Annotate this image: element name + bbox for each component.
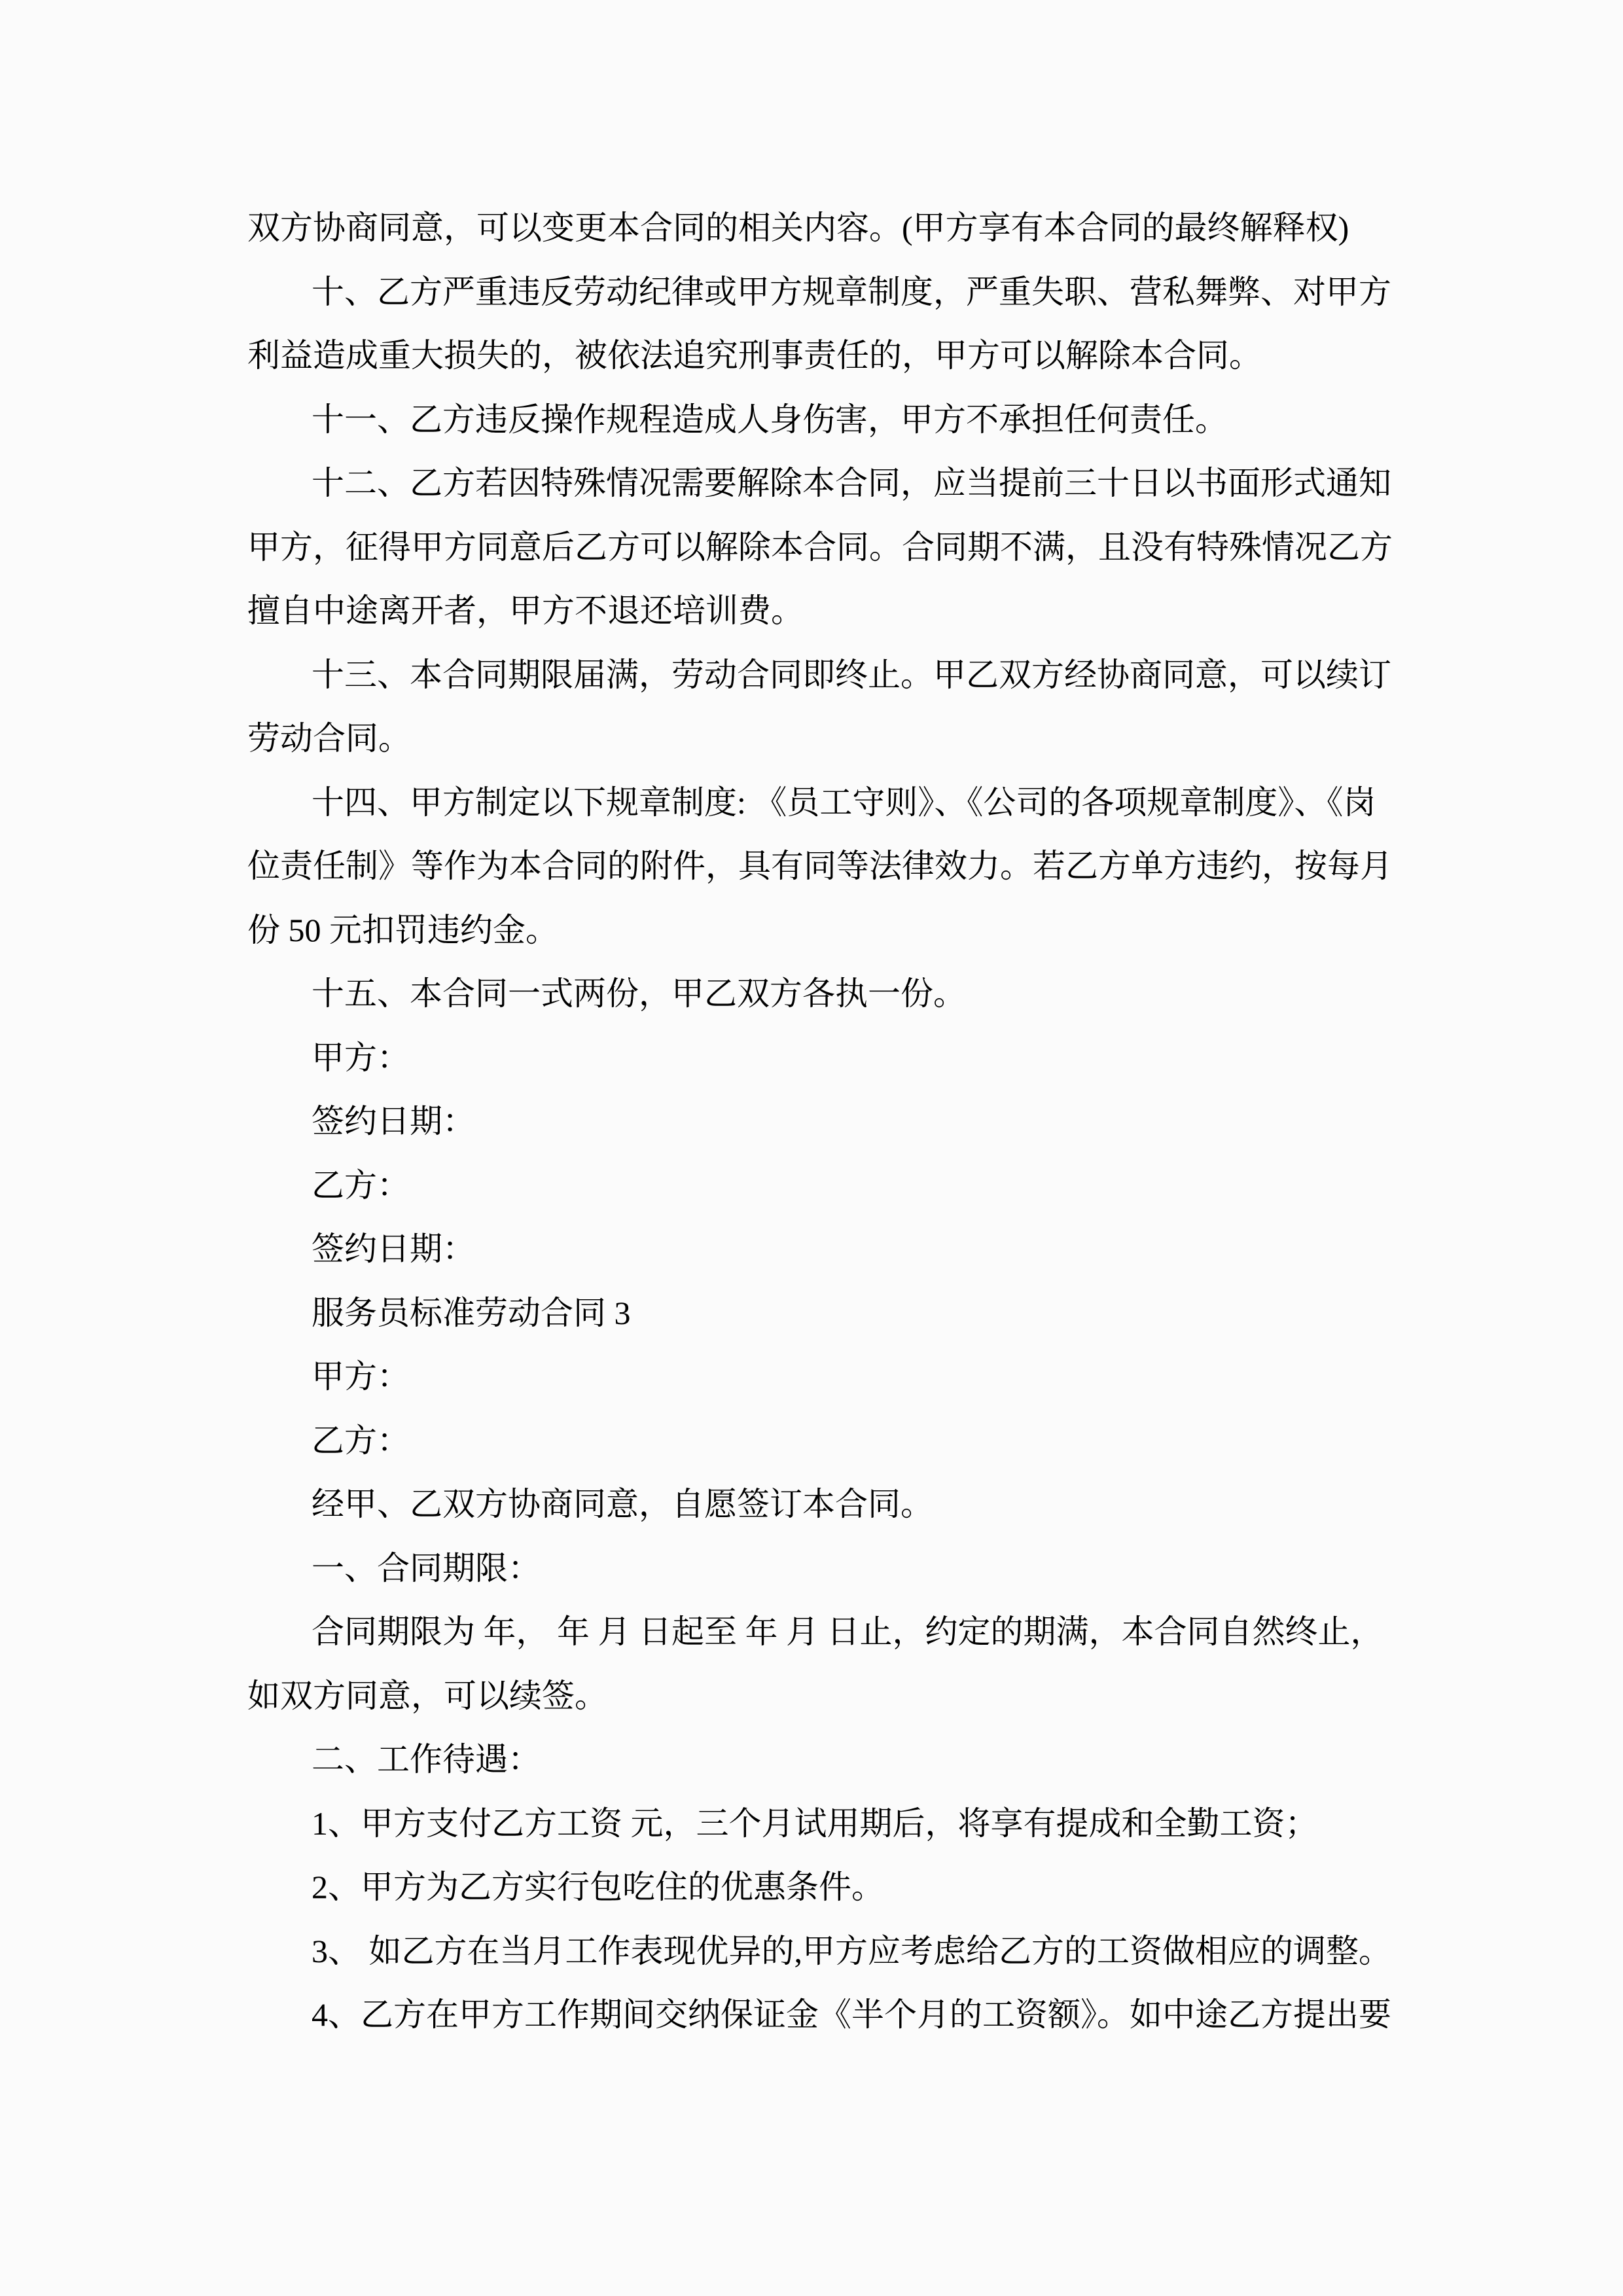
contract-line: 十四、甲方制定以下规章制度: 《员工守则》、《公司的各项规章制度》、《岗 (312, 783, 1376, 821)
contract-line: 十二、乙方若因特殊情况需要解除本合同，应当提前三十日以书面形式通知 (312, 465, 1391, 501)
contract-line: 签约日期： (312, 1103, 475, 1139)
contract-line: 经甲、乙双方协商同意，自愿签订本合同。 (312, 1486, 933, 1522)
contract-line: 甲方，征得甲方同意后乙方可以解除本合同。合同期不满，且没有特殊情况乙方 (247, 528, 1393, 565)
contract-line: 十一、乙方违反操作规程造成人身伤害，甲方不承担任何责任。 (312, 401, 1228, 438)
contract-line: 十三、本合同期限届满，劳动合同即终止。甲乙双方经协商同意，可以续订 (312, 656, 1391, 693)
contract-line: 如双方同意，可以续签。 (247, 1677, 607, 1714)
contract-line: 劳动合同。 (247, 720, 411, 757)
contract-line: 二、工作待遇： (312, 1741, 541, 1778)
contract-line: 利益造成重大损失的，被依法追究刑事责任的，甲方可以解除本合同。 (247, 337, 1262, 374)
contract-text-block (247, 196, 1393, 2047)
contract-line: 1、甲方支付乙方工资 元，三个月试用期后，将享有提成和全勤工资； (312, 1804, 1318, 1842)
contract-line: 甲方： (312, 1039, 410, 1076)
contract-line: 甲方： (312, 1358, 410, 1395)
contract-line: 乙方： (312, 1166, 410, 1204)
contract-line: 2、甲方为乙方实行包吃住的优惠条件。 (312, 1869, 884, 1905)
contract-line: 位责任制》等作为本合同的附件，具有同等法律效力。若乙方单方违约，按每月 (247, 848, 1393, 884)
contract-line: 乙方： (312, 1422, 410, 1459)
contract-line: 双方协商同意，可以变更本合同的相关内容。(甲方享有本合同的最终解释权) (247, 209, 1349, 246)
contract-line: 一、合同期限： (312, 1549, 541, 1587)
contract-line: 擅自中途离开者，甲方不退还培训费。 (247, 592, 804, 629)
contract-line: 合同期限为 年， 年 月 日起至 年 月 日止，约定的期满，本合同自然终止， (312, 1613, 1383, 1650)
contract-line: 份 50 元扣罚违约金。 (247, 911, 558, 948)
contract-line: 服务员标准劳动合同 3 (312, 1294, 631, 1331)
contract-line: 3、 如乙方在当月工作表现优异的,甲方应考虑给乙方的工资做相应的调整。 (312, 1932, 1391, 1969)
contract-line: 十、乙方严重违反劳动纪律或甲方规章制度，严重失职、营私舞弊、对甲方 (312, 273, 1391, 310)
contract-line: 十五、本合同一式两份，甲乙双方各执一份。 (312, 975, 966, 1012)
contract-line: 签约日期： (312, 1230, 475, 1267)
contract-line: 4、乙方在甲方工作期间交纳保证金《半个月的工资额》。如中途乙方提出要 (312, 1996, 1391, 2033)
